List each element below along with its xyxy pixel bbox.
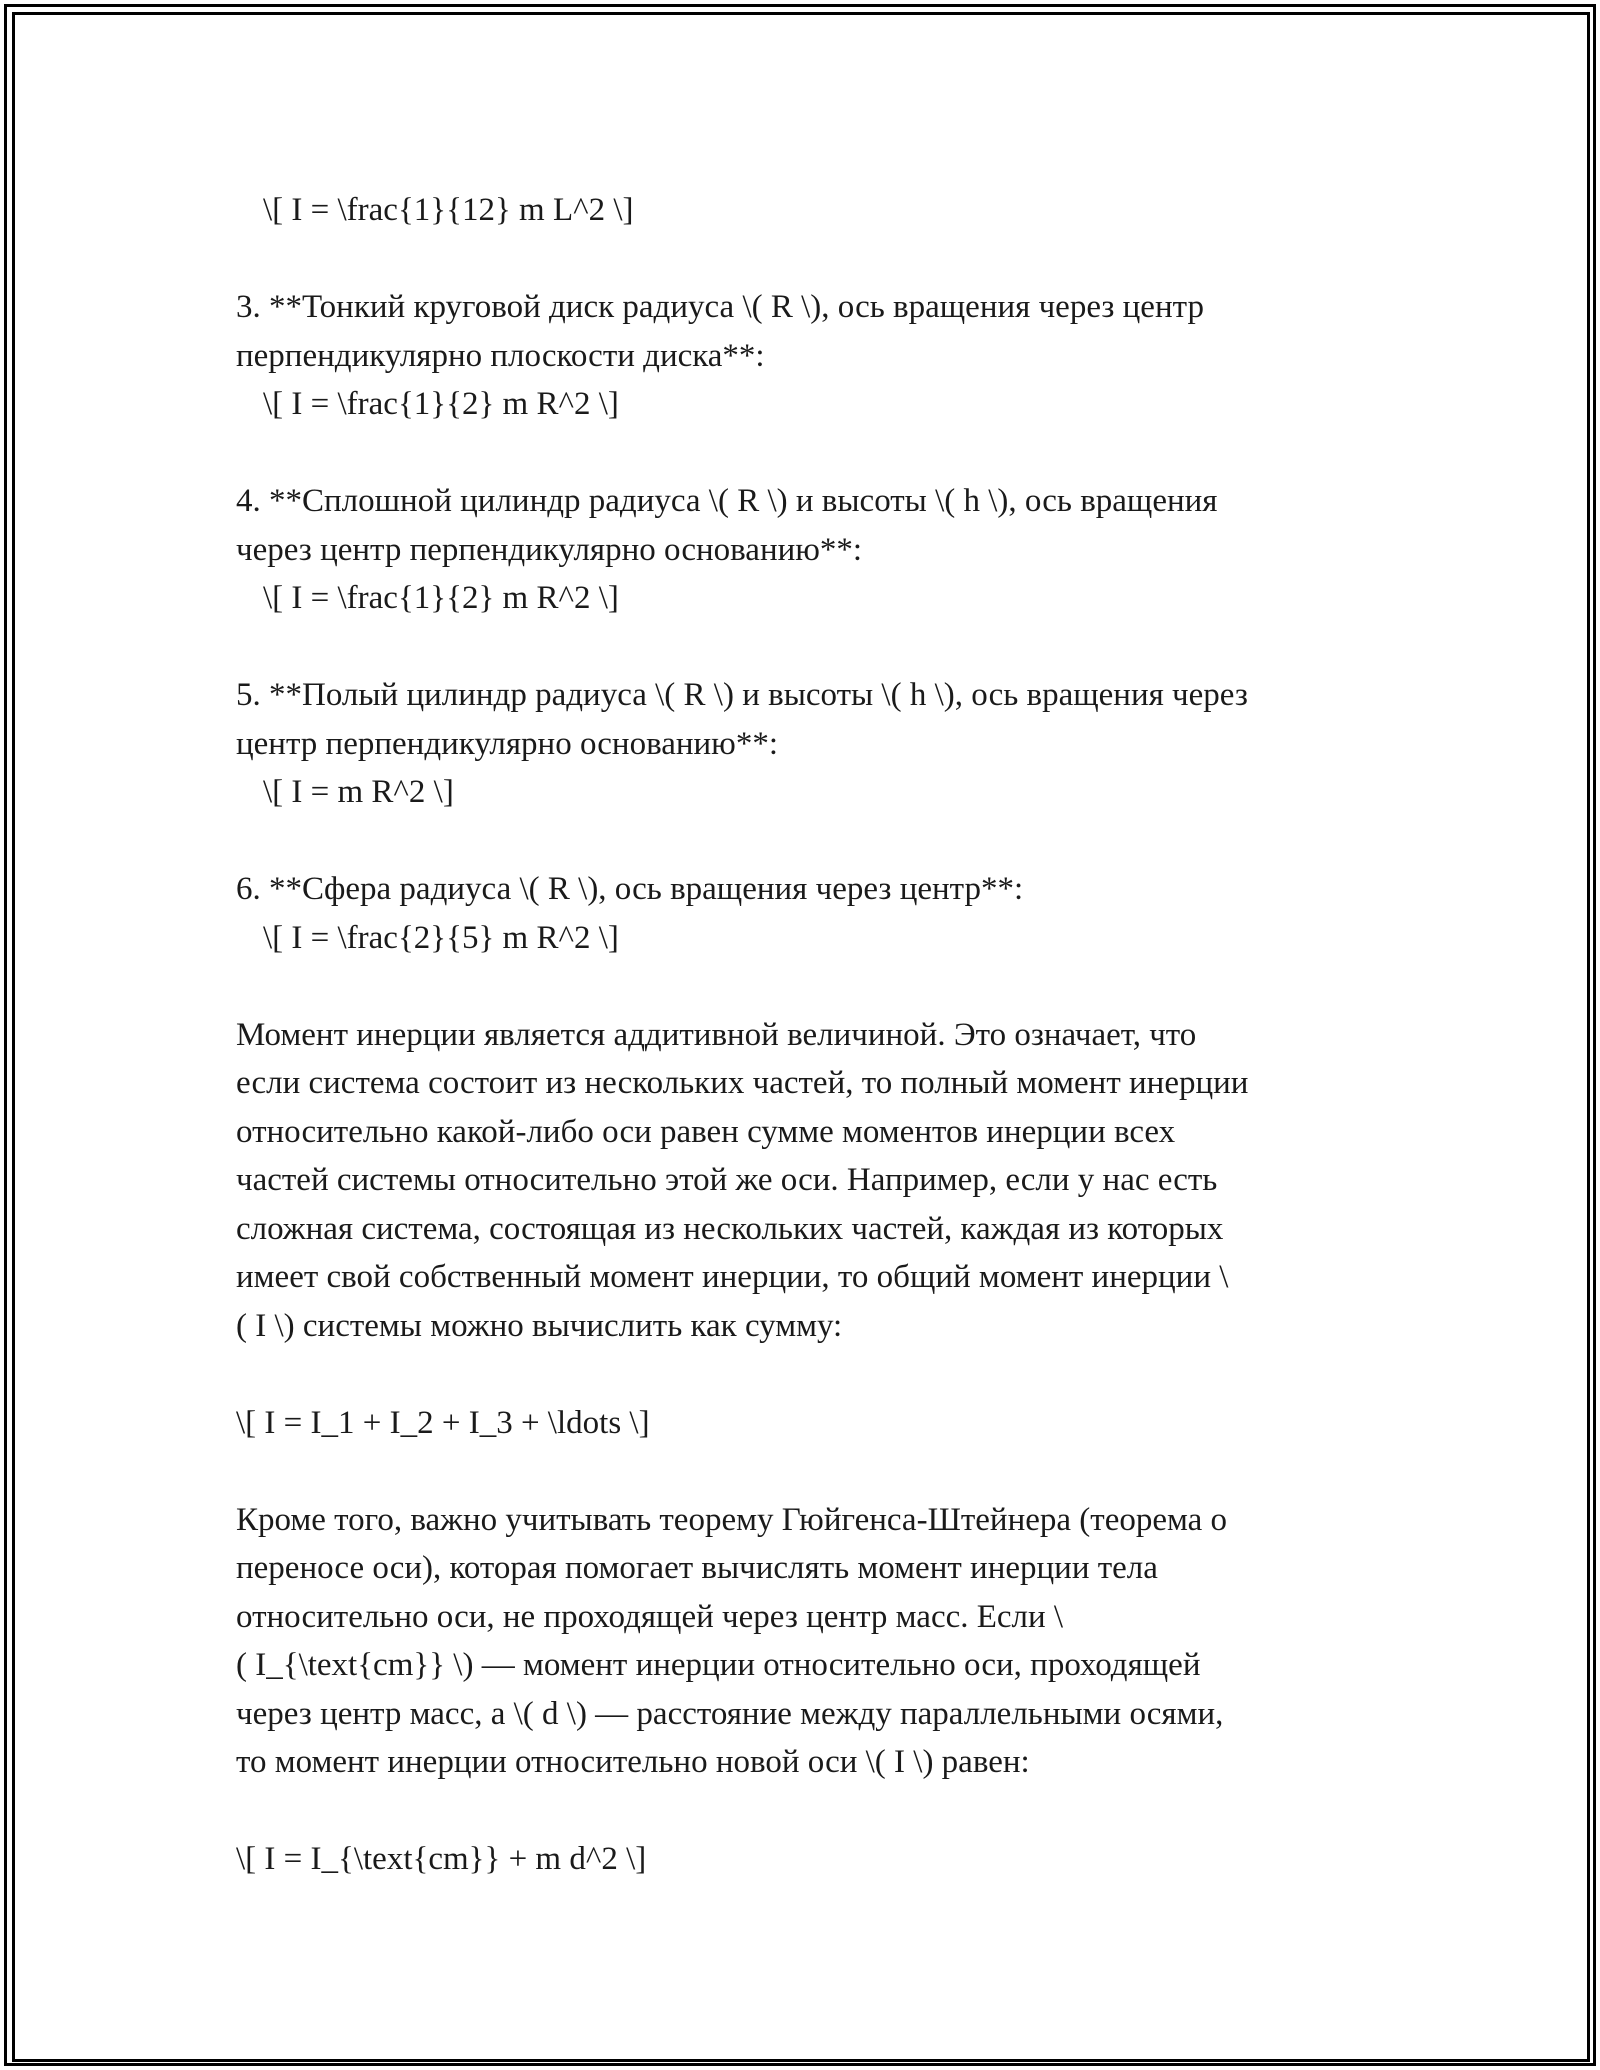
list-item-4-formula: \[ I = \frac{1}{2} m R^2 \] xyxy=(263,580,619,616)
paragraph-steiner-line: ( I_{\text{cm}} \) — момент инерции относительно оси, проходящей xyxy=(236,1647,1201,1683)
paragraph-additive-line: частей системы относительно этой же оси. Например, если у нас есть xyxy=(236,1162,1218,1198)
list-item-5-line-2: центр перпендикулярно основанию**: xyxy=(236,725,779,762)
spacer xyxy=(236,962,1366,1011)
list-item-3-line-1: 3. **Тонкий круговой диск радиуса \( R \), ось вращения через центр xyxy=(236,289,1204,325)
paragraph-steiner-line: то момент инерции относительно новой оси \( I \) равен: xyxy=(236,1744,1030,1780)
formula-steiner: \[ I = I_{\text{cm}} + m d^2 \] xyxy=(236,1841,647,1877)
paragraph-additive-line: ( I \) системы можно вычислить как сумму: xyxy=(236,1307,843,1344)
paragraph-additive-line: имеет свой собственный момент инерции, то общий момент инерции \ xyxy=(236,1259,1229,1295)
formula-sum: \[ I = I_1 + I_2 + I_3 + \ldots \] xyxy=(236,1404,650,1441)
spacer xyxy=(236,235,1366,284)
list-item-4-line-1: 4. **Сплошной цилиндр радиуса \( R \) и высоты \( h \), ось вращения xyxy=(236,483,1218,519)
paragraph-additive-line: относительно какой-либо оси равен сумме моментов инерции всех xyxy=(236,1113,1176,1150)
paragraph-steiner-line: переносе оси), которая помогает вычислять момент инерции тела xyxy=(236,1550,1158,1586)
list-item-3-line-2: перпендикулярно плоскости диска**: xyxy=(236,337,765,374)
list-item-4-line-2: через центр перпендикулярно основанию**: xyxy=(236,531,863,568)
paragraph-additive-line: Момент инерции является аддитивной величиной. Это означает, что xyxy=(236,1016,1197,1053)
paragraph-additive-line: если система состоит из нескольких частей, то полный момент инерции xyxy=(236,1065,1249,1101)
paragraph-steiner-line: относительно оси, не проходящей через центр масс. Если \ xyxy=(236,1598,1064,1635)
list-item-5-formula: \[ I = m R^2 \] xyxy=(263,774,454,810)
spacer xyxy=(236,1787,1366,1836)
formula-rod: \[ I = \frac{1}{12} m L^2 \] xyxy=(263,192,634,228)
paragraph-steiner-line: через центр масс, а \( d \) — расстояние между параллельными осями, xyxy=(236,1695,1224,1732)
spacer xyxy=(236,623,1366,672)
paragraph-steiner-line: Кроме того, важно учитывать теорему Гюйгенса-Штейнера (теорема о xyxy=(236,1501,1228,1538)
document-body xyxy=(236,186,1366,1884)
list-item-6-line-1: 6. **Сфера радиуса \( R \), ось вращения через центр**: xyxy=(236,871,1024,907)
spacer xyxy=(236,817,1366,866)
spacer xyxy=(236,429,1366,478)
list-item-5-line-1: 5. **Полый цилиндр радиуса \( R \) и высоты \( h \), ось вращения через xyxy=(236,677,1248,713)
list-item-6-formula: \[ I = \frac{2}{5} m R^2 \] xyxy=(263,919,619,956)
spacer xyxy=(236,1447,1366,1496)
list-item-3-formula: \[ I = \frac{1}{2} m R^2 \] xyxy=(263,386,619,422)
paragraph-additive-line: сложная система, состоящая из нескольких частей, каждая из которых xyxy=(236,1210,1224,1247)
spacer xyxy=(236,1350,1366,1399)
